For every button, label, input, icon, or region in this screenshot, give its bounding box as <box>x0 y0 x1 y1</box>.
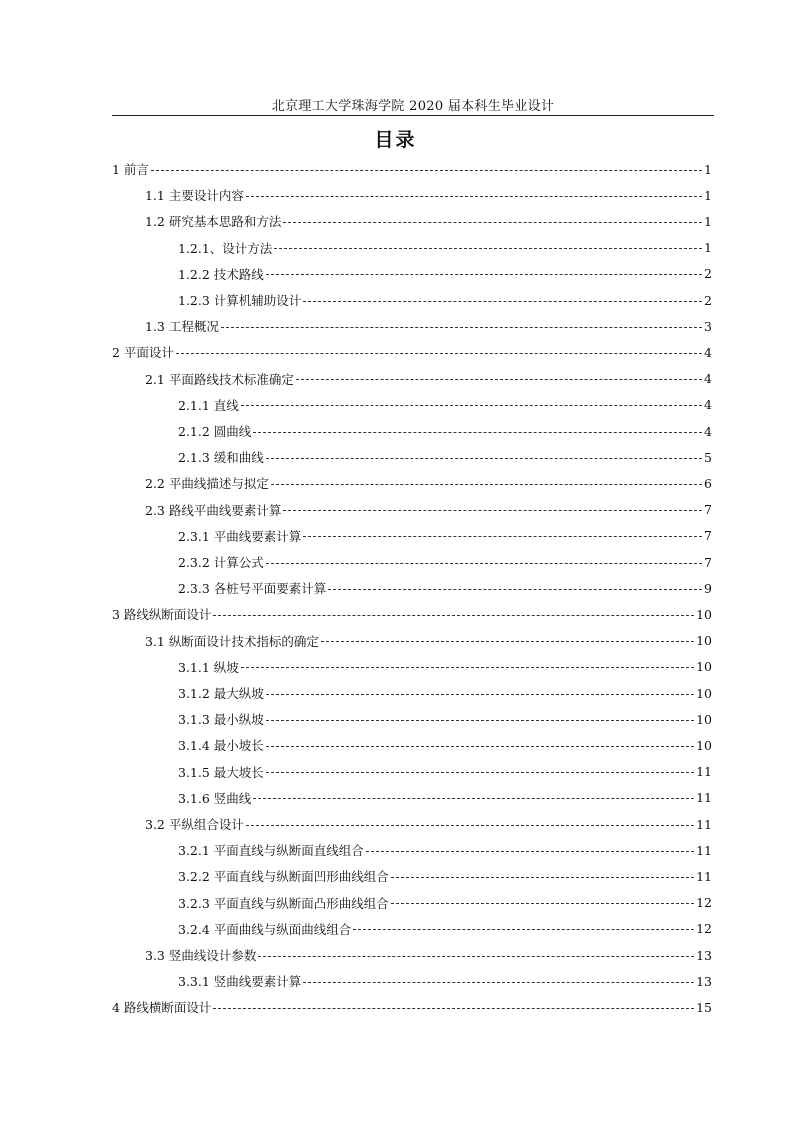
header-rule <box>112 115 714 116</box>
toc-entry[interactable] <box>178 657 712 677</box>
toc-entry[interactable] <box>178 421 712 441</box>
toc-entry-label: 2.3.3 各桩号平面要素计算 <box>178 581 327 597</box>
toc-entry-label: 1.2.3 计算机辅助设计 <box>178 293 302 308</box>
toc-page-number: 10 <box>696 606 712 622</box>
toc-entry-label: 3.1.6 竖曲线 <box>178 790 252 806</box>
toc-dot-leader <box>176 353 702 354</box>
toc-entry[interactable] <box>145 945 712 965</box>
toc-dot-leader <box>303 536 702 537</box>
toc-entry[interactable] <box>145 473 712 493</box>
toc-page-number: 7 <box>704 528 712 544</box>
toc-entry[interactable] <box>178 893 712 913</box>
toc-entry-label: 2.3.1 平曲线要素计算 <box>178 528 302 544</box>
toc-entry-label: 3.2.1 平面直线与纵断面直线组合 <box>178 843 364 859</box>
toc-entry[interactable] <box>178 552 712 572</box>
toc-entry[interactable] <box>145 369 712 389</box>
toc-entry-label: 1.2.1、设计方法 <box>178 240 273 256</box>
toc-entry-label: 3.2.2 平面直线与纵断面凹形曲线组合 <box>178 869 389 885</box>
toc-page-number: 11 <box>696 816 712 832</box>
toc-page-number: 4 <box>704 397 712 413</box>
toc-dot-leader <box>283 510 702 511</box>
toc-page-number: 10 <box>696 711 712 727</box>
toc-dot-leader <box>253 798 694 799</box>
toc-entry-label: 3.1.4 最小坡长 <box>178 738 264 754</box>
toc-entry-label: 2.1.1 直线 <box>178 397 239 413</box>
toc-entry-label: 3 路线纵断面设计 <box>112 607 212 623</box>
toc-dot-leader <box>266 694 694 695</box>
toc-page-number: 12 <box>696 921 712 937</box>
toc-page-number: 1 <box>704 213 712 229</box>
toc-page-number: 2 <box>704 266 712 282</box>
toc-dot-leader <box>241 667 694 668</box>
toc-entry-label: 3.3 竖曲线设计参数 <box>145 948 257 963</box>
toc-entry[interactable] <box>145 814 712 834</box>
toc-entry[interactable] <box>178 919 712 939</box>
toc-entry[interactable] <box>112 159 712 179</box>
toc-dot-leader <box>213 615 694 616</box>
toc-entry[interactable] <box>178 762 712 782</box>
toc-entry-label: 4 路线横断面设计 <box>112 1000 212 1016</box>
toc-entry[interactable] <box>178 238 712 258</box>
toc-entry-label: 3.2 平纵组合设计 <box>145 817 244 832</box>
toc-entry[interactable] <box>178 683 712 703</box>
toc-page-number: 10 <box>696 659 712 675</box>
toc-dot-leader <box>321 641 694 642</box>
running-header: 北京理工大学珠海学院 2020 届本科生毕业设计 <box>271 99 555 114</box>
toc-dot-leader <box>246 196 702 197</box>
toc-entry-label: 2.3.2 计算公式 <box>178 555 264 570</box>
toc-entry-label: 3.2.4 平面曲线与纵面曲线组合 <box>178 921 352 937</box>
page-title: 目录 <box>374 129 417 151</box>
toc-page-number: 4 <box>704 423 712 439</box>
toc-page-number: 6 <box>704 475 712 491</box>
toc-page-number: 5 <box>704 449 712 465</box>
toc-page-number: 10 <box>696 685 712 701</box>
toc-dot-leader <box>151 170 702 171</box>
toc-dot-leader <box>303 982 694 983</box>
toc-entry-label: 2 平面设计 <box>112 345 174 361</box>
toc-entry[interactable] <box>178 290 712 310</box>
toc-dot-leader <box>274 248 702 249</box>
toc-entry[interactable] <box>178 735 712 755</box>
toc-entry-label: 2.3 路线平曲线要素计算 <box>145 502 282 518</box>
toc-page-number: 1 <box>704 161 712 177</box>
toc-dot-leader <box>391 877 694 878</box>
toc-page-number: 13 <box>696 947 712 963</box>
toc-page-number: 1 <box>704 187 712 203</box>
toc-entry[interactable] <box>112 342 712 362</box>
toc-page-number: 4 <box>704 371 712 387</box>
toc-page-number: 4 <box>704 344 712 360</box>
toc-dot-leader <box>296 379 702 380</box>
toc-entry[interactable] <box>178 526 712 546</box>
toc-dot-leader <box>353 929 694 930</box>
toc-dot-leader <box>221 327 702 328</box>
toc-entry-label: 3.1.1 纵坡 <box>178 659 239 675</box>
toc-entry-label: 3.1.3 最小纵坡 <box>178 712 264 728</box>
toc-dot-leader <box>266 274 702 275</box>
toc-page-number: 11 <box>696 790 712 806</box>
toc-dot-leader <box>266 772 694 773</box>
toc-entry-label: 1 前言 <box>112 162 149 177</box>
toc-page-number: 13 <box>696 973 712 989</box>
toc-page-number: 10 <box>696 737 712 753</box>
toc-entry-label: 3.1.5 最大坡长 <box>178 764 264 780</box>
toc-entry[interactable] <box>178 578 712 598</box>
toc-entry[interactable] <box>112 997 712 1017</box>
toc-entry-label: 3.3.1 竖曲线要素计算 <box>178 974 302 990</box>
toc-entry-label: 1.2.2 技术路线 <box>178 266 264 282</box>
toc-dot-leader <box>328 589 702 590</box>
toc-dot-leader <box>303 301 702 302</box>
toc-dot-leader <box>266 563 702 564</box>
toc-page-number: 11 <box>696 868 712 884</box>
toc-entry[interactable] <box>145 211 712 231</box>
toc-page-number: 11 <box>696 842 712 858</box>
toc-dot-leader <box>266 720 694 721</box>
toc-entry[interactable] <box>178 788 712 808</box>
toc-entry[interactable] <box>178 395 712 415</box>
toc-dot-leader <box>213 1008 694 1009</box>
toc-page-number: 15 <box>696 999 712 1015</box>
toc-entry-label: 1.2 研究基本思路和方法 <box>145 214 282 230</box>
toc-entry[interactable] <box>145 185 712 205</box>
toc-entry-label: 2.1.3 缓和曲线 <box>178 450 264 466</box>
toc-entry[interactable] <box>178 709 712 729</box>
toc-page-number: 7 <box>704 502 712 518</box>
toc-dot-leader <box>366 851 694 852</box>
toc-dot-leader <box>241 405 702 406</box>
toc-entry-label: 1.3 工程概况 <box>145 319 219 335</box>
toc-dot-leader <box>266 746 694 747</box>
toc-entry-label: 2.1 平面路线技术标准确定 <box>145 371 294 387</box>
toc-entry-label: 2.2 平曲线描述与拟定 <box>145 476 269 492</box>
toc-page-number: 3 <box>704 318 712 334</box>
toc-dot-leader <box>271 484 702 485</box>
toc-entry[interactable] <box>145 631 712 651</box>
toc-dot-leader <box>246 825 694 826</box>
toc-entry[interactable] <box>178 866 712 886</box>
toc-page-number: 2 <box>704 292 712 308</box>
toc-page-number: 7 <box>704 554 712 570</box>
toc-page-number: 9 <box>704 580 712 596</box>
toc-entry[interactable] <box>178 971 712 991</box>
toc-entry-label: 3.2.3 平面直线与纵断面凸形曲线组合 <box>178 895 389 911</box>
toc-entry-label: 1.1 主要设计内容 <box>145 188 244 204</box>
toc-dot-leader <box>266 458 702 459</box>
toc-entry-label: 3.1.2 最大纵坡 <box>178 686 264 701</box>
toc-page-number: 12 <box>696 895 712 911</box>
toc-dot-leader <box>253 432 702 433</box>
toc-entry[interactable] <box>112 604 712 624</box>
toc-entry-label: 2.1.2 圆曲线 <box>178 424 252 439</box>
toc-page-number: 11 <box>696 764 712 780</box>
toc-entry[interactable] <box>145 316 712 336</box>
toc-entry-label: 3.1 纵断面设计技术指标的确定 <box>145 633 319 649</box>
toc-dot-leader <box>391 903 694 904</box>
toc-dot-leader <box>258 956 694 957</box>
toc-entry[interactable] <box>145 500 712 520</box>
toc-page-number: 1 <box>704 240 712 256</box>
toc-dot-leader <box>283 222 702 223</box>
toc-page-number: 10 <box>696 633 712 649</box>
toc-entry[interactable] <box>178 264 712 284</box>
toc-entry[interactable] <box>178 447 712 467</box>
toc-entry[interactable] <box>178 840 712 860</box>
